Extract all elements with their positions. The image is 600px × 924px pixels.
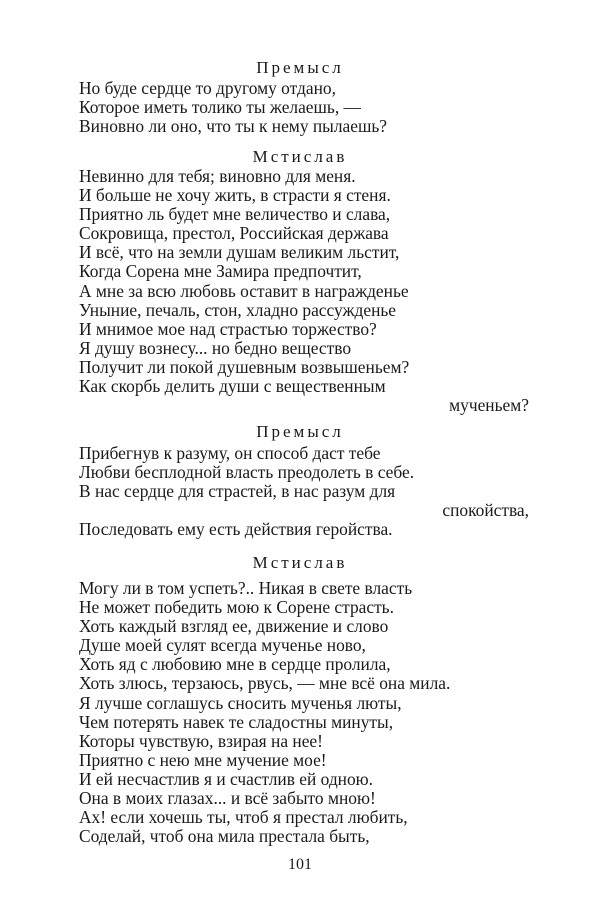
verse-line: Душе моей сулят всегда мученье ново, [79,635,366,656]
verse-line: И больше не хочу жить, в страсти я стеня. [79,185,391,206]
verse-line: Которы чувствую, взирая на нее! [79,730,323,751]
verse-line: Приятно ль будет мне величество и слава, [79,204,391,225]
verse-line: Ах! если хочешь ты, чтоб я престал любить, [79,807,408,828]
verse-block [79,444,529,539]
speaker-name: Мстислав [252,147,348,166]
verse-line: Последовать ему есть действия геройства. [79,519,393,540]
verse-line: Я душу вознесу... но бедно вещество [79,337,352,358]
verse-block [79,579,529,846]
verse-line: Хоть яд с любовию мне в сердце пролила, [79,654,391,675]
verse-line: Когда Сорена мне Замира предпочтит, [79,261,362,282]
verse-line: Не может победить мою к Сорене страсть. [79,597,394,618]
verse-line: Хоть каждый взгляд ее, движение и слово [79,616,389,637]
verse-line-continuation: мученьем? [449,395,529,416]
verse-line: Приятно с нею мне мучение мое! [79,749,327,770]
verse-line: Хоть злюсь, терзаюсь, рвусь, — мне всё она мила. [79,673,451,694]
verse-line-continuation: спокойства, [442,500,529,521]
verse-line: Любви бесплодной власть преодолеть в себе. [79,462,415,483]
verse-block [79,167,529,415]
verse-line: Которое иметь толико ты желаешь, — [79,97,361,118]
verse-line: И всё, что на земли душам великим льстит, [79,242,400,263]
speaker-name: Премысл [256,58,344,77]
verse-line: Чем потерять навек те сладостны минуты, [79,711,394,732]
verse-line: Виновно ли оно, что ты к нему пылаешь? [79,116,388,137]
page-number: 101 [288,856,312,873]
verse-line: А мне за всю любовь оставит в награжденье [79,280,409,301]
verse-line: Прибегнув к разуму, он способ даст тебе [79,443,381,463]
verse-line: Я лучше соглашусь сносить мученья люты, [79,692,402,713]
verse-line: Уныние, печаль, стон, хладно рассужденье [79,299,397,320]
verse-line: Соделай, чтоб она мила престала быть, [79,826,370,847]
verse-line: Как скорбь делить души с вещественным [79,376,386,397]
verse-line: Она в моих глазах... и всё забыто мною! [79,788,376,809]
speaker-name: Мстислав [252,553,348,572]
verse-line: И мнимое мое над страстью торжество? [79,318,377,339]
verse-line: Получит ли покой душевным возвышеньем? [79,356,410,377]
verse-line: Могу ли в том успеть?.. Никая в свете власть [79,578,413,598]
verse-line: И ей несчастлив я и счастлив ей одною. [79,768,374,789]
verse-line: Сокровища, престол, Российская держава [79,223,389,244]
speaker-name: Премысл [256,422,344,441]
verse-line: Но буде сердце то другому отдано, [79,78,336,98]
verse-line: Невинно для тебя; виновно для меня. [79,166,356,186]
verse-line: В нас сердце для страстей, в нас разум для [79,481,396,502]
verse-block [79,79,529,136]
